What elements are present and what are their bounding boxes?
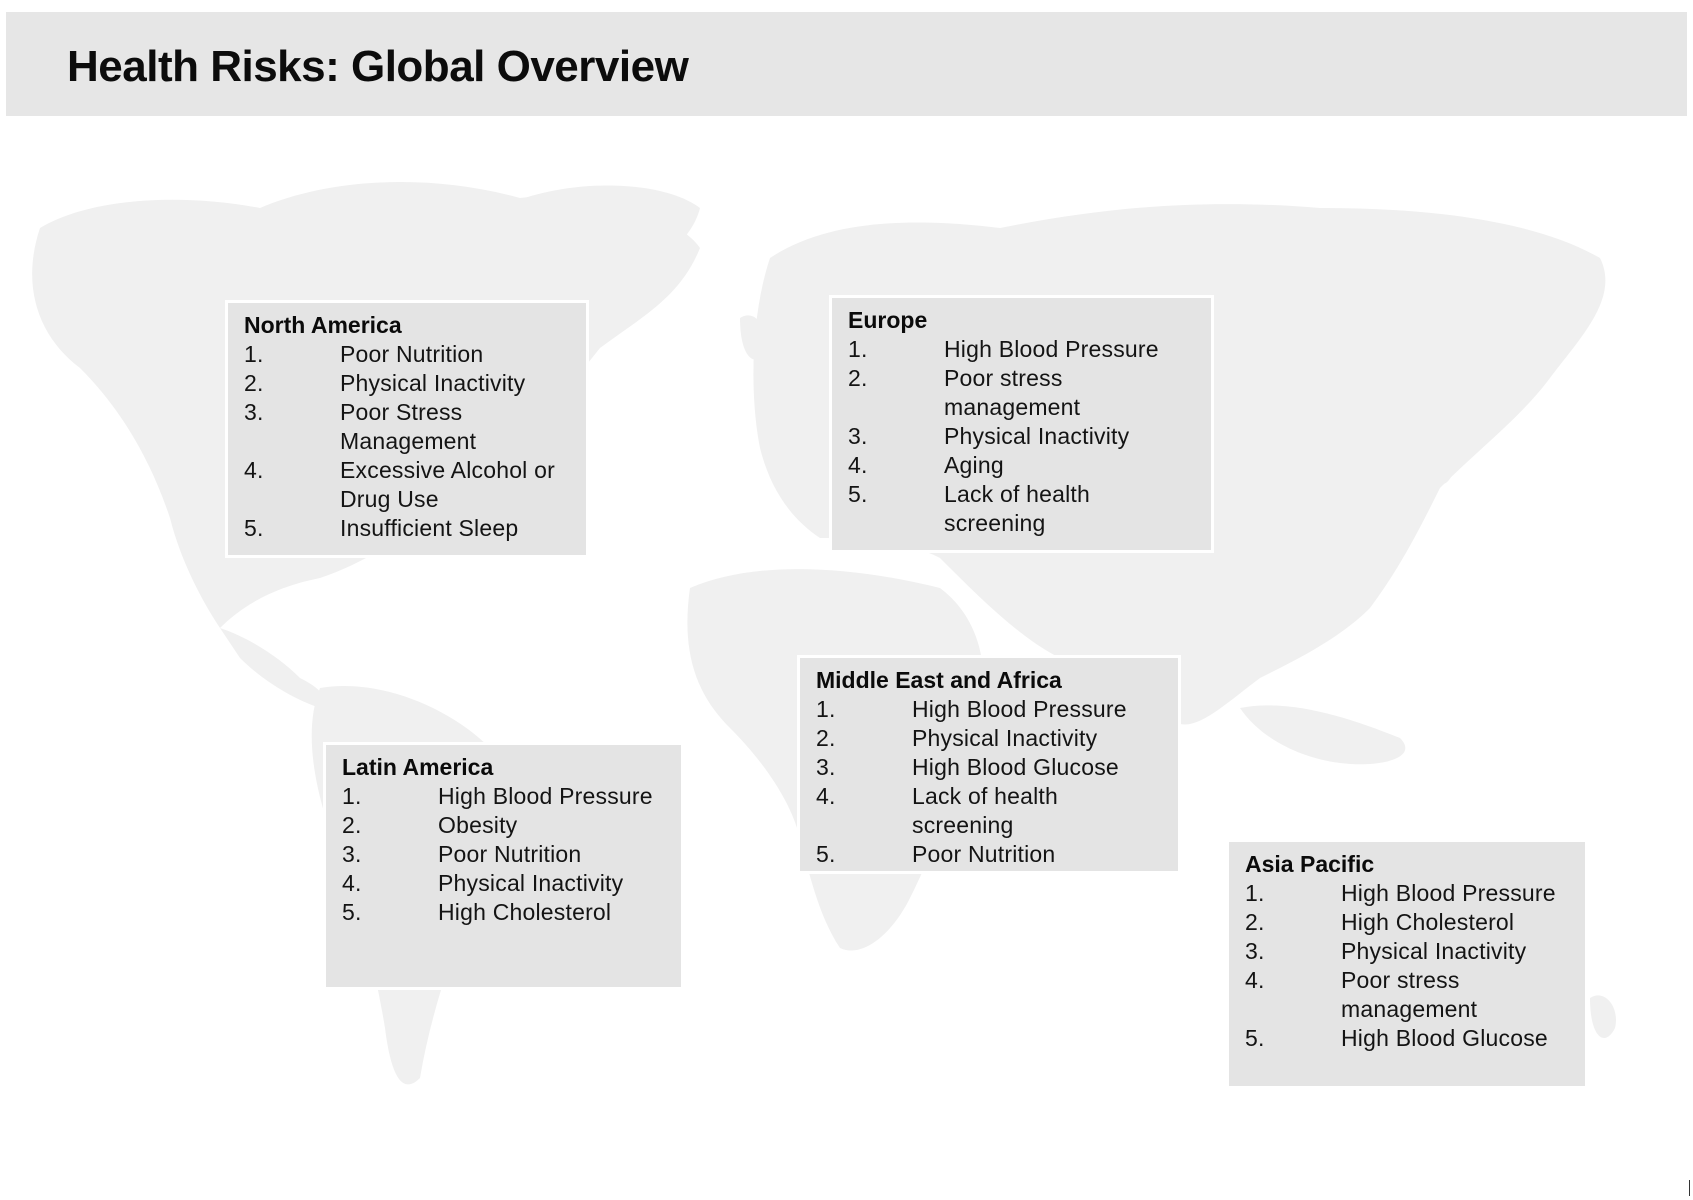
region-name: Europe <box>848 307 928 333</box>
risk-number: 1. <box>342 783 362 809</box>
risk-label: Excessive Alcohol or Drug Use <box>340 457 555 512</box>
list-item <box>816 695 1164 724</box>
risk-number: 3. <box>244 399 264 425</box>
list-item <box>1245 1024 1571 1053</box>
risk-label: High Cholesterol <box>1341 909 1515 935</box>
risk-number: 3. <box>848 423 868 449</box>
list-item <box>244 514 572 543</box>
list-item <box>848 451 1197 480</box>
risk-label: High Blood Glucose <box>912 754 1119 780</box>
risk-number: 1. <box>848 336 868 362</box>
risk-number: 4. <box>1245 967 1265 993</box>
risk-label: High Blood Pressure <box>1341 880 1556 906</box>
region-box-north-america <box>225 300 589 558</box>
risk-number: 4. <box>342 870 362 896</box>
region-box-asia-pacific <box>1226 839 1588 1089</box>
risk-number: 5. <box>816 841 836 867</box>
risk-number: 2. <box>342 812 362 838</box>
list-item <box>1245 879 1571 908</box>
risk-label: Physical Inactivity <box>912 725 1098 751</box>
risk-number: 1. <box>244 341 264 367</box>
title-bar <box>6 12 1687 116</box>
region-name: Asia Pacific <box>1245 851 1375 877</box>
region-name: North America <box>244 312 402 338</box>
list-item <box>848 364 1197 422</box>
region-box-latin-america <box>323 742 684 990</box>
risk-number: 3. <box>816 754 836 780</box>
risk-label: Poor Nutrition <box>438 841 582 867</box>
map-central-america <box>220 628 324 708</box>
risk-label: High Cholesterol <box>438 899 612 925</box>
list-item <box>816 724 1164 753</box>
list-item <box>848 335 1197 364</box>
risk-number: 2. <box>1245 909 1265 935</box>
risk-label: Lack of health screening <box>912 783 1059 838</box>
region-box-europe <box>829 295 1214 553</box>
risk-number: 4. <box>816 783 836 809</box>
risk-number: 5. <box>848 481 868 507</box>
risk-number: 3. <box>342 841 362 867</box>
risk-number: 1. <box>1245 880 1265 906</box>
list-item <box>1245 908 1571 937</box>
region-name: Middle East and Africa <box>816 667 1062 693</box>
list-item <box>1245 937 1571 966</box>
list-item <box>848 422 1197 451</box>
list-item <box>342 782 667 811</box>
region-name: Latin America <box>342 754 494 780</box>
risk-number: 5. <box>1245 1025 1265 1051</box>
list-item <box>342 840 667 869</box>
risk-label: Insufficient Sleep <box>340 515 519 541</box>
risk-number: 5. <box>244 515 264 541</box>
list-item <box>244 340 572 369</box>
list-item <box>816 782 1164 840</box>
text-cursor <box>1689 1180 1690 1196</box>
risk-number: 2. <box>244 370 264 396</box>
list-item <box>244 369 572 398</box>
list-item <box>342 869 667 898</box>
risk-label: Physical Inactivity <box>944 423 1130 449</box>
page-title: Health Risks: Global Overview <box>67 42 689 91</box>
risk-number: 3. <box>1245 938 1265 964</box>
risk-number: 2. <box>848 365 868 391</box>
risk-list <box>1245 879 1571 1053</box>
risk-label: Physical Inactivity <box>1341 938 1527 964</box>
risk-label: Poor Stress Management <box>340 399 477 454</box>
list-item <box>244 398 572 456</box>
risk-label: Physical Inactivity <box>340 370 526 396</box>
risk-label: High Blood Pressure <box>438 783 653 809</box>
map-new-zealand <box>1590 995 1616 1038</box>
risk-list <box>816 695 1164 869</box>
risk-label: Poor stress management <box>944 365 1081 420</box>
list-item <box>244 456 572 514</box>
risk-number: 4. <box>848 452 868 478</box>
risk-label: Poor stress management <box>1341 967 1478 1022</box>
risk-label: Physical Inactivity <box>438 870 624 896</box>
risk-label: High Blood Pressure <box>944 336 1159 362</box>
risk-label: Poor Nutrition <box>912 841 1056 867</box>
risk-number: 5. <box>342 899 362 925</box>
map-se-asia <box>1240 705 1405 764</box>
risk-label: Aging <box>944 452 1004 478</box>
list-item <box>1245 966 1571 1024</box>
list-item <box>816 753 1164 782</box>
list-item <box>816 840 1164 869</box>
risk-number: 1. <box>816 696 836 722</box>
risk-list <box>244 340 572 543</box>
risk-number: 2. <box>816 725 836 751</box>
region-box-middle-east-africa <box>797 655 1181 874</box>
list-item <box>848 480 1197 538</box>
risk-list <box>342 782 667 927</box>
risk-label: Lack of health screening <box>944 481 1091 536</box>
risk-label: High Blood Glucose <box>1341 1025 1548 1051</box>
risk-list <box>848 335 1197 538</box>
risk-label: Obesity <box>438 812 518 838</box>
risk-label: Poor Nutrition <box>340 341 484 367</box>
list-item <box>342 811 667 840</box>
risk-number: 4. <box>244 457 264 483</box>
risk-label: High Blood Pressure <box>912 696 1127 722</box>
list-item <box>342 898 667 927</box>
